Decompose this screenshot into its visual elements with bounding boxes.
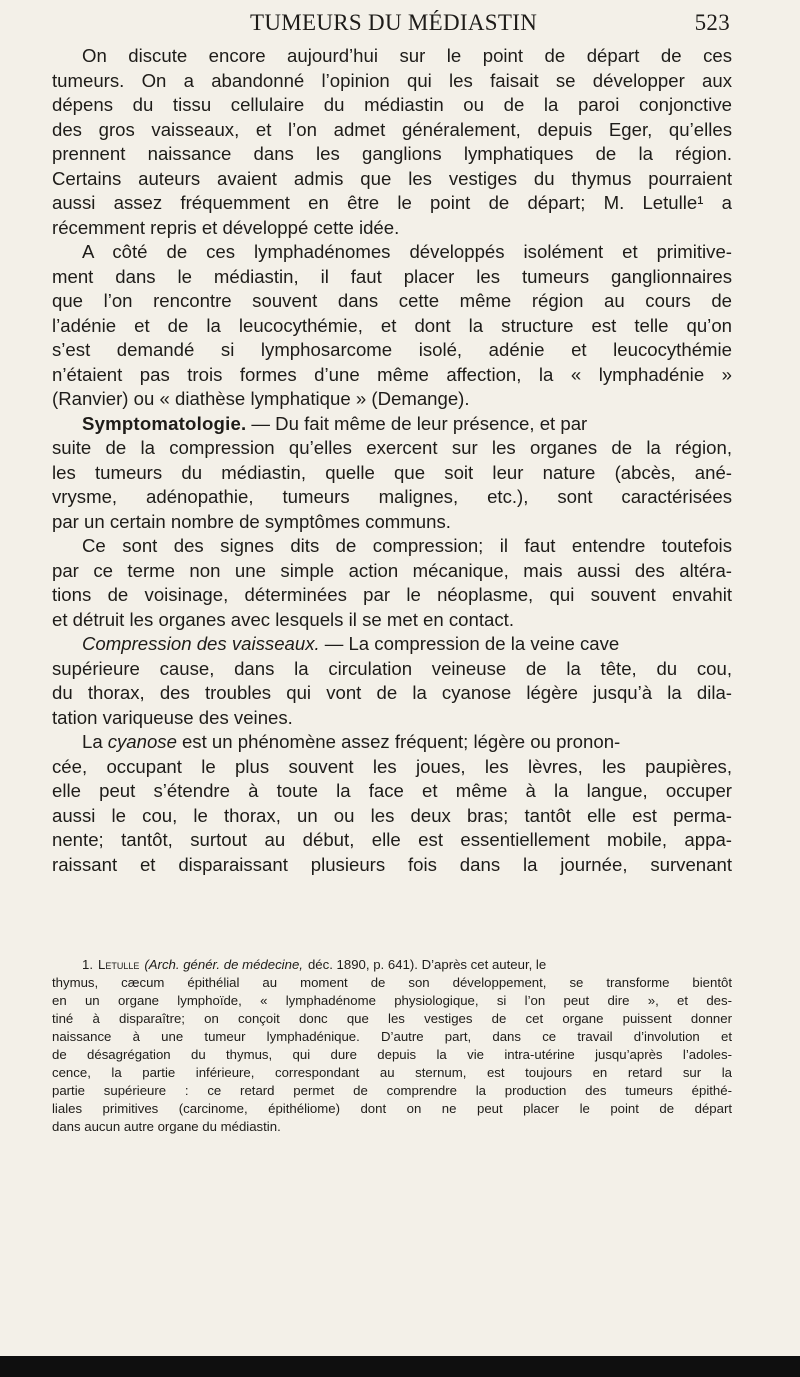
text-line: elle peut s’étendre à toute la face et même à la langue, occuper: [52, 780, 732, 801]
text-line: et détruit les organes avec lesquels il se met en contact.: [52, 608, 514, 630]
text-line: aussi le cou, le thorax, un ou les deux bras; tantôt elle est perma-: [52, 804, 732, 826]
text-line: tumeurs. On a abandonné l’opinion qui les faisait se développer aux: [52, 69, 732, 91]
text-line: nente; tantôt, surtout au début, elle est essentiellement mobile, appa-: [52, 829, 732, 850]
footnote-line: thymus, cæcum épithélial au moment de son développement, se transforme bientôt: [52, 975, 732, 990]
text-line: s’est demandé si lymphosarcome isolé, adénie et leucocythémie: [52, 339, 732, 360]
section-heading: Symptomatologie.: [82, 412, 247, 434]
text-line: cée, occupant le plus souvent les joues, les lèvres, les paupières,: [52, 755, 732, 777]
footnote-line: partie supérieure : ce retard permet de comprendre la production des tumeurs épithé-: [52, 1083, 732, 1098]
text-line: La cyanose est un phénomène assez fréquent; légère ou pronon-: [52, 730, 732, 755]
footnote-line: liales primitives (carcinome, épithéliome) dont on ne peut placer le point de départ: [52, 1101, 732, 1116]
footnote-source: (Arch. génér. de médecine,: [144, 957, 303, 972]
running-title: TUMEURS DU MÉDIASTIN: [250, 10, 538, 35]
term-cyanose: cyanose: [107, 731, 177, 752]
text-line: du thorax, des troubles qui vont de la cyanose légère jusqu’à la dila-: [52, 682, 732, 703]
body-text: [52, 44, 732, 877]
text-line: Symptomatologie. — Du fait même de leur présence, et par: [52, 412, 732, 437]
text-line: tions de voisinage, déterminées par le néoplasme, qui souvent envahit: [52, 584, 732, 605]
footnote-line: cence, la partie inférieure, correspondant au sternum, est toujours en retard sur la: [52, 1065, 732, 1080]
footnote-line: en un organe lymphoïde, « lymphadénome physiologique, si l’on peut dire », et des-: [52, 993, 732, 1008]
text-line: prennent naissance dans les ganglions lymphatiques de la région.: [52, 143, 732, 164]
text-line: tation variqueuse des veines.: [52, 706, 293, 728]
text-line: des gros vaisseaux, et l’on admet généralement, depuis Eger, qu’elles: [52, 118, 732, 140]
page-header: [200, 6, 730, 42]
text-line: l’adénie et de la leucocythémie, et dont la structure est telle qu’on: [52, 314, 732, 336]
footnote-line: naissance à une tumeur lymphadénique. D’autre part, dans ce travail d’involution et: [52, 1029, 732, 1044]
page-number: 523: [694, 10, 730, 35]
text-line: aussi assez fréquemment en être le point de départ; M. Letulle¹ a: [52, 192, 732, 213]
text-line: supérieure cause, dans la circulation veineuse de la tête, du cou,: [52, 657, 732, 679]
text-line: (Ranvier) ou « diathèse lymphatique » (Demange).: [52, 388, 470, 409]
text-line: Ce sont des signes dits de compression; il faut entendre toutefois: [82, 535, 732, 556]
text-line: On discute encore aujourd’hui sur le point de départ de ces: [82, 45, 732, 66]
footnote-line: dans aucun autre organe du médiastin.: [52, 1119, 281, 1134]
footnote-line: 1. Letulle (Arch. génér. de médecine, déc. 1890, p. 641). D’après cet auteur, le: [82, 957, 547, 972]
text-line: A côté de ces lymphadénomes développés isolément et primitive-: [82, 241, 732, 262]
text-line: les tumeurs du médiastin, quelle que soit leur nature (abcès, ané-: [52, 461, 732, 483]
text-line: dépens du tissu cellulaire du médiastin ou de la paroi conjonctive: [52, 94, 732, 115]
text-line: n’étaient pas trois formes d’une même affection, la « lymphadénie »: [52, 363, 732, 385]
footnote: [52, 956, 732, 1136]
text-line: récemment repris et développé cette idée.: [52, 216, 400, 238]
footnote-author: Letulle: [98, 957, 140, 972]
text-line: suite de la compression qu’elles exercent sur les organes de la région,: [52, 437, 732, 458]
footnote-line: de désagrégation du thymus, qui dure depuis la vie intra-utérine jusqu’après l’adoles-: [52, 1047, 732, 1062]
text-line: vrysme, adénopathie, tumeurs malignes, etc.), sont caractérisées: [52, 486, 732, 507]
footnote-line: tiné à disparaître; on conçoit donc que les vestiges de cet organe puissent donner: [52, 1011, 732, 1026]
footnote-marker: 1.: [82, 957, 93, 972]
text-line: Certains auteurs avaient admis que les vestiges du thymus pourraient: [52, 167, 732, 189]
text-line: raissant et disparaissant plusieurs fois dans la journée, survenant: [52, 853, 732, 875]
scan-edge: [0, 1356, 800, 1377]
text-line: par un certain nombre de symptômes communs.: [52, 510, 451, 532]
text-line: par ce terme non une simple action mécanique, mais aussi des altéra-: [52, 559, 732, 581]
subsection-heading: Compression des vaisseaux.: [82, 633, 320, 654]
text-line: que l’on rencontre souvent dans cette même région au cours de: [52, 290, 732, 311]
text-line: Compression des vaisseaux. — La compression de la veine cave: [52, 632, 732, 657]
text-line: ment dans le médiastin, il faut placer les tumeurs ganglionnaires: [52, 265, 732, 287]
